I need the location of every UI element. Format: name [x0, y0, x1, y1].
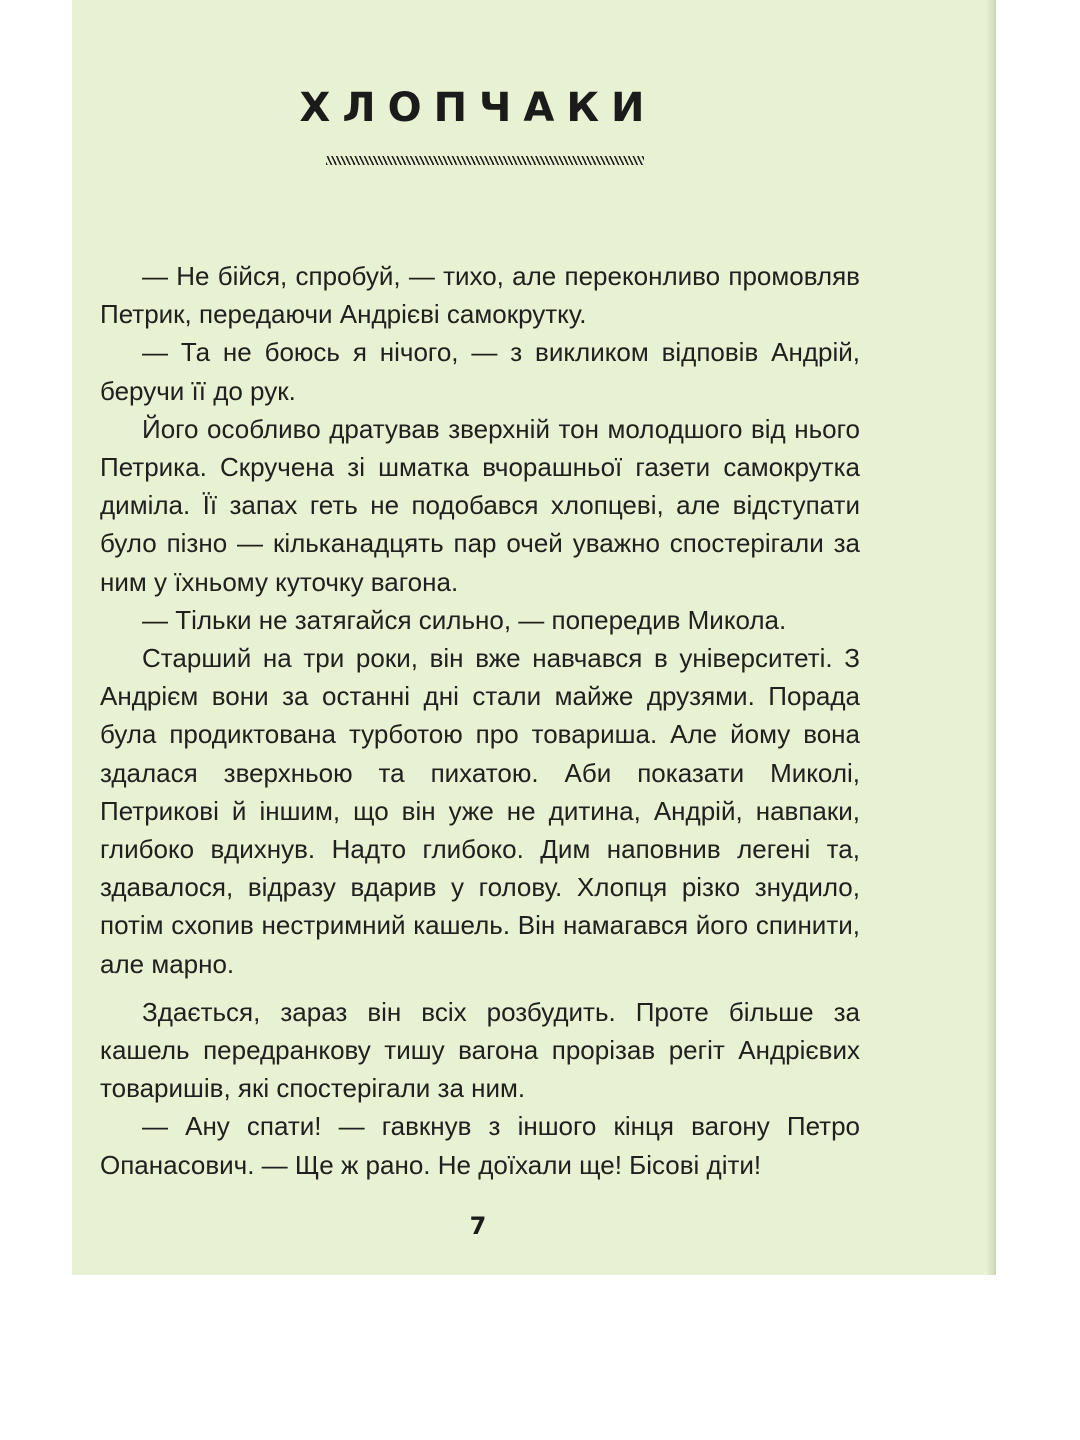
- paragraph: — Та не боюсь я нічого, — з викликом відповів Андрій, беручи її до рук.: [100, 337, 860, 406]
- paragraph: Його особливо дратував зверхній тон молодшого від нього Петрика. Скручена зі шматка вчорашньої газети самокрутка диміла. Її запах геть не подобався хлопцеві, але відступати було пізно — кільканадцять пар очей уважно спостерігали за ним у їхньому куточку вагона.: [100, 413, 860, 597]
- paragraph: — Не бійся, спробуй, — тихо, але переконливо промовляв Петрик, передаючи Андрієві самокрутку.: [100, 261, 860, 330]
- book-page: [72, 0, 996, 1275]
- paragraph: — Ану спати! — гавкнув з іншого кінця вагону Петро Опанасович. — Ще ж рано. Не доїхали ще! Бісові діти!: [100, 1111, 860, 1180]
- paragraph: Здається, зараз він всіх розбудить. Проте більше за кашель передранкову тишу вагона прорізав регіт Андрієвих товаришів, які спостерігали за ним.: [100, 996, 860, 1104]
- chapter-body: [100, 257, 860, 1184]
- page-number: 7: [469, 1212, 487, 1240]
- chapter-title: ХЛОПЧАКИ: [299, 85, 657, 131]
- title-hatch-divider: [326, 156, 644, 165]
- paragraph: — Тільки не затягайся сильно, — попередив Микола.: [142, 604, 787, 635]
- paragraph: Старший на три роки, він вже навчався в університеті. З Андрієм вони за останні дні стали майже друзями. Порада була продиктована турботою про товариша. Але йому вона здалася зверхньою та пихатою. Аби показати Миколі, Петрикові й іншим, що він уже не дитина, Андрій, навпаки, глибоко вдихнув. Надто глибоко. Дим наповнив легені та, здавалося, відразу вдарив у голову. Хлопця різко знудило, потім схопив нестримний кашель. Він намагався його спинити, але марно.: [100, 643, 860, 979]
